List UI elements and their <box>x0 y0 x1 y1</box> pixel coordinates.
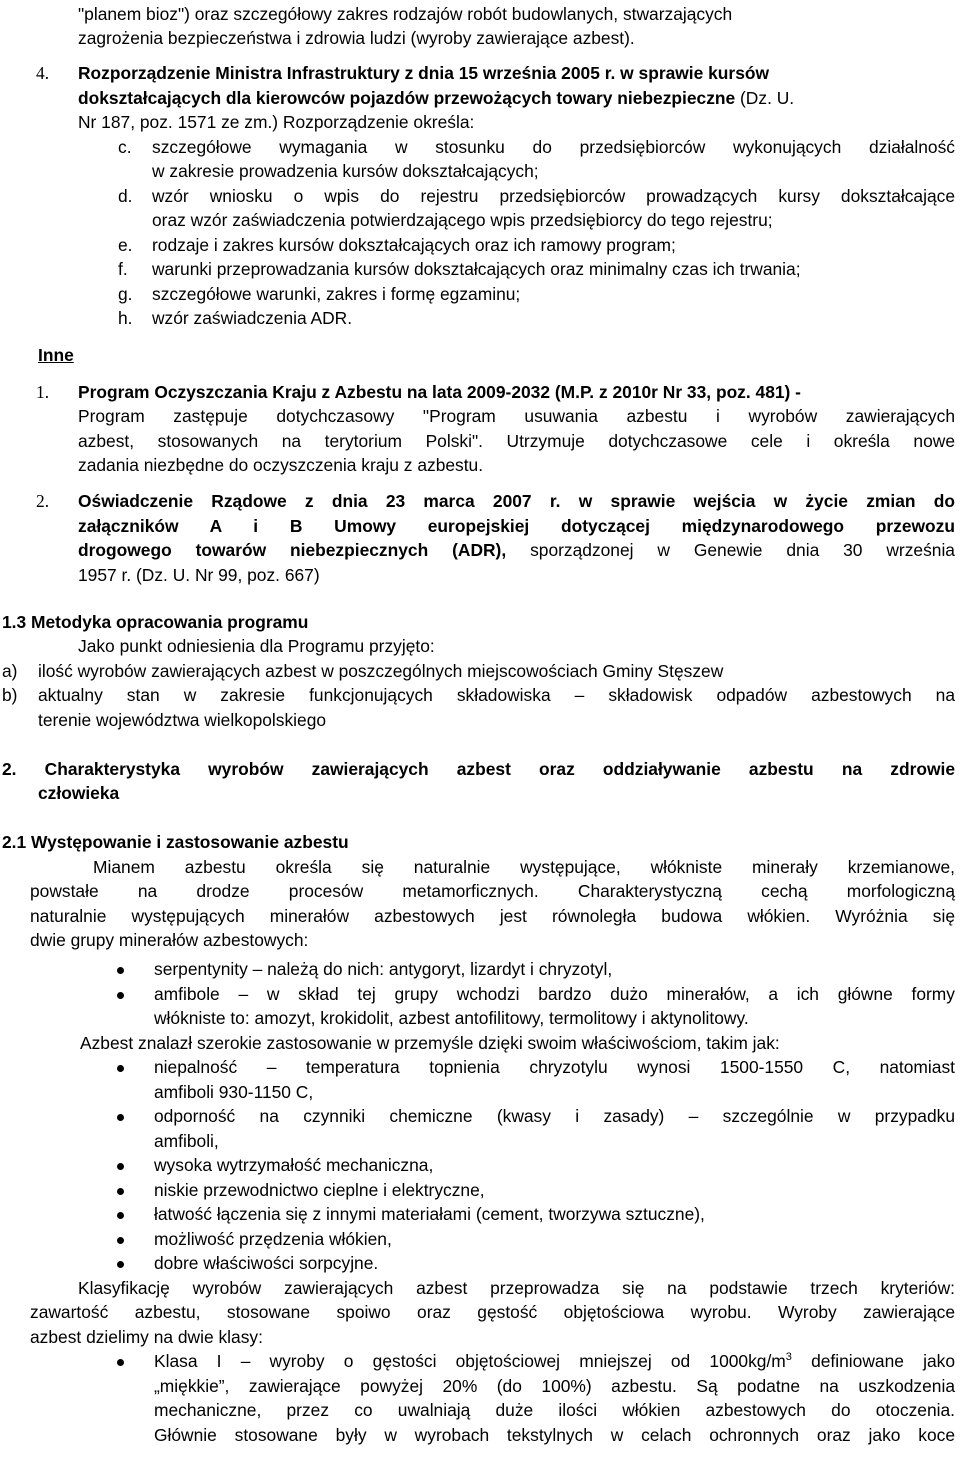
list-item-letter: h. <box>118 308 133 328</box>
list-item-text: wzór zaświadczenia ADR. <box>152 308 353 328</box>
paragraph-line: Klasyfikację wyrobów zawierających azbest przeprowadza się na podstawie trzech kryteriów: <box>78 1278 955 1298</box>
intro-line-1: "planem bioz") oraz szczegółowy zakres rodzajów robót budowlanych, stwarzających <box>78 4 733 24</box>
bullet-icon <box>117 967 124 974</box>
bullet-text: odporność na czynniki chemiczne (kwasy i zasady) – szczególnie w przypadku <box>154 1106 955 1126</box>
section-heading-1-3: 1.3 Metodyka opracowania programu <box>2 612 309 632</box>
reg4-title-line-1: Rozporządzenie Ministra Infrastruktury z dnia 15 września 2005 r. w sprawie kursów <box>78 63 770 83</box>
inne-item-2-title: załączników A i B Umowy europejskiej dotyczącej międzynarodowego przewozu <box>78 516 955 536</box>
bullet-text: „miękkie”, zawierające powyżej 20% (do 100%) azbestu. Są podatne na uszkodzenia <box>154 1376 955 1396</box>
inne-item-2-text: drogowego towarów niebezpiecznych (ADR), sporządzonej w Genewie dnia 30 września <box>78 540 955 560</box>
list-item-letter: e. <box>118 235 133 255</box>
inne-item-1-text: Program zastępuje dotychczasowy "Program usuwania azbestu i wyrobów zawierających <box>78 406 955 426</box>
intro-line-2: zagrożenia bezpieczeństwa i zdrowia ludzi (wyroby zawierające azbest). <box>78 28 635 48</box>
sec13-item-b: aktualny stan w zakresie funkcjonujących składowiska – składowisk odpadów azbestowych na <box>38 685 955 705</box>
section-heading-2: 2. Charakterystyka wyrobów zawierających azbest oraz oddziaływanie azbestu na zdrowie <box>2 759 955 779</box>
section-heading-2: człowieka <box>38 783 120 803</box>
sec13-item-b: terenie województwa wielkopolskiego <box>38 710 327 730</box>
bullet-icon <box>117 1188 124 1195</box>
bullet-icon <box>117 1261 124 1268</box>
list-item-letter: c. <box>118 137 132 157</box>
bullet-text: Klasa I – wyroby o gęstości objętościowej mniejszej od $1000kg/m^3$ definiowane jako <box>154 1351 955 1371</box>
sec13-label-b: b) <box>2 685 18 705</box>
sec13-item-a: ilość wyrobów zawierających azbest w poszczególnych miejscowościach Gminy Stęszew <box>38 661 724 681</box>
bullet-icon <box>117 1065 124 1072</box>
list-item-text: rodzaje i zakres kursów dokształcających oraz ich ramowy program; <box>152 235 676 255</box>
inne-item-1-text: azbest, stosowanych na terytorium Polski". Utrzymuje dotychczasowe cele i określa nowe <box>78 431 955 451</box>
section-heading-inne: Inne <box>38 345 74 365</box>
paragraph-line: powstałe na drodze procesów metamorficznych. Charakterystyczną cechą morfologiczną <box>30 881 955 901</box>
inne-item-number: 2. <box>36 491 50 511</box>
bullet-text: serpentynity – należą do nich: antygoryt, lizardyt i chryzotyl, <box>154 959 613 979</box>
inne-item-1-title: Program Oczyszczania Kraju z Azbestu na lata 2009-2032 (M.P. z 2010r Nr 33, poz. 481) - <box>78 382 801 402</box>
list-item-text: w zakresie prowadzenia kursów dokształcających; <box>152 161 539 181</box>
bullet-icon <box>117 1212 124 1219</box>
inne-item-number: 1. <box>36 382 50 402</box>
list-item-letter: d. <box>118 186 133 206</box>
bullet-text: Głównie stosowane były w wyrobach tekstylnych w celach ochronnych oraz jako koce <box>154 1425 955 1445</box>
paragraph-line: zawartość azbestu, stosowane spoiwo oraz gęstość objętościowa wyrobu. Wyroby zawierające <box>30 1302 955 1322</box>
list-item-text: oraz wzór zaświadczenia potwierdzającego wpis przedsiębiorcy do tego rejestru; <box>152 210 773 230</box>
bullet-text: niepalność – temperatura topnienia chryzotylu wynosi 1500-1550 C, natomiast <box>154 1057 955 1077</box>
inne-item-2-text: 1957 r. (Dz. U. Nr 99, poz. 667) <box>78 565 320 585</box>
bullet-text: niskie przewodnictwo cieplne i elektryczne, <box>154 1180 485 1200</box>
bullet-icon <box>117 992 124 999</box>
bullet-text: wysoka wytrzymałość mechaniczna, <box>154 1155 434 1175</box>
bullet-text: dobre właściwości sorpcyjne. <box>154 1253 379 1273</box>
list-item-text: wzór wniosku o wpis do rejestru przedsiębiorców prowadzących kursy dokształcające <box>152 186 955 206</box>
bullet-text: amfibole – w skład tej grupy wchodzi bardzo dużo minerałów, a ich główne formy <box>154 984 955 1004</box>
paragraph-line: Mianem azbestu określa się naturalnie występujące, włókniste minerały krzemianowe, <box>93 857 955 877</box>
paragraph-line: naturalnie występujących minerałów azbestowych jest równoległa budowa włókien. Wyróżnia się <box>30 906 955 926</box>
paragraph-line: azbest dzielimy na dwie klasy: <box>30 1327 263 1347</box>
bullet-text: mechaniczne, przez co uwalniają duże ilości włókien azbestowych do otoczenia. <box>154 1400 955 1420</box>
sec13-intro: Jako punkt odniesienia dla Programu przyjęto: <box>78 636 435 656</box>
sec13-label-a: a) <box>2 661 18 681</box>
inne-item-2-title: Oświadczenie Rządowe z dnia 23 marca 2007 r. w sprawie wejścia w życie zmian do <box>78 491 956 511</box>
bullet-icon <box>117 1237 124 1244</box>
section-heading-2-1: 2.1 Występowanie i zastosowanie azbestu <box>2 832 349 852</box>
list-item-letter: g. <box>118 284 133 304</box>
bullet-icon <box>117 1114 124 1121</box>
bullet-icon <box>117 1163 124 1170</box>
reg4-number: 4. <box>36 63 50 83</box>
bullet-icon <box>117 1359 124 1366</box>
list-item-letter: f. <box>118 259 128 279</box>
bullet-text: włókniste to: amozyt, krokidolit, azbest antofilitowy, termolitowy i aktynolitowy. <box>154 1008 749 1028</box>
reg4-title-line-3: Nr 187, poz. 1571 ze zm.) Rozporządzenie określa: <box>78 112 475 132</box>
list-item-text: szczegółowe warunki, zakres i formę egzaminu; <box>152 284 521 304</box>
paragraph-line: Azbest znalazł szerokie zastosowanie w przemyśle dzięki swoim właściwościom, takim jak: <box>80 1033 780 1053</box>
paragraph-line: dwie grupy minerałów azbestowych: <box>30 930 309 950</box>
inne-item-1-text: zadania niezbędne do oczyszczenia kraju z azbestu. <box>78 455 484 475</box>
list-item-text: warunki przeprowadzania kursów dokształcających oraz minimalny czas ich trwania; <box>152 259 801 279</box>
bullet-text: amfiboli 930-1150 C, <box>154 1082 314 1102</box>
reg4-title-line-2: dokształcających dla kierowców pojazdów przewożących towary niebezpieczne (Dz. U. <box>78 88 795 108</box>
bullet-text: łatwość łączenia się z innymi materiałami (cement, tworzywa sztuczne), <box>154 1204 705 1224</box>
bullet-text: możliwość przędzenia włókien, <box>154 1229 392 1249</box>
bullet-text: amfiboli, <box>154 1131 219 1151</box>
list-item-text: szczegółowe wymagania w stosunku do przedsiębiorców wykonujących działalność <box>152 137 955 157</box>
